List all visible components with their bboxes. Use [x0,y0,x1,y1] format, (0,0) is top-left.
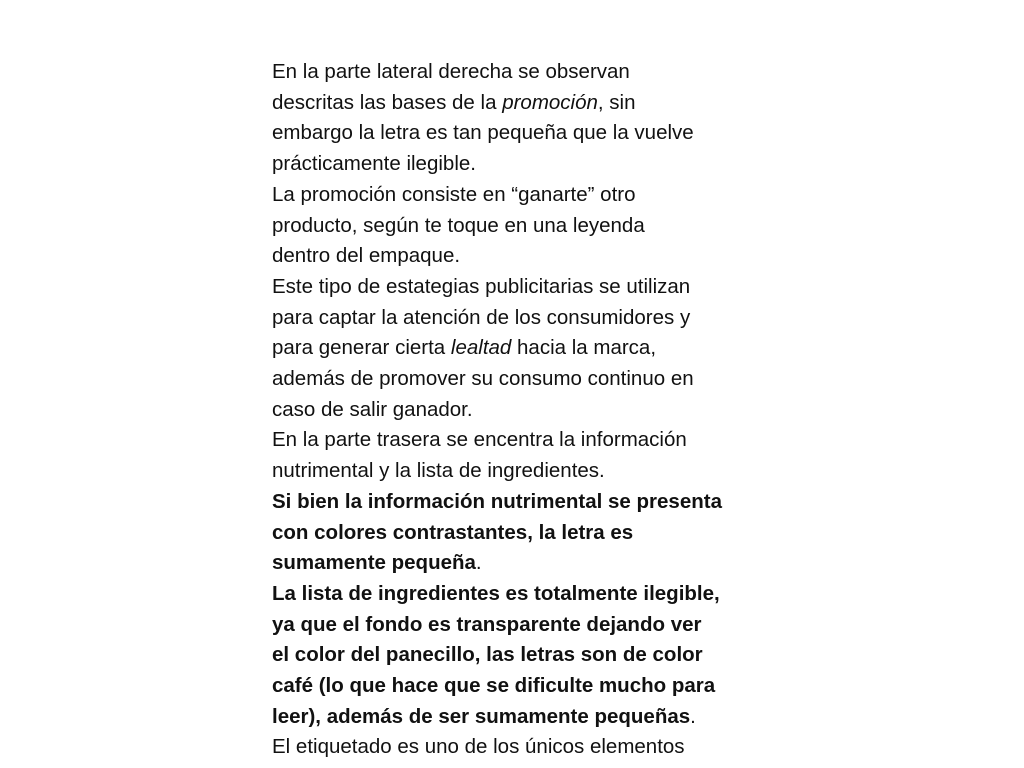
p3-text-a: Este tipo de estategias publicitarias se utilizan para captar la atención de los consumidores y para generar cierta [272,274,691,360]
p1-emphasis-promocion: promoción [502,90,598,114]
p5-bold-text: Si bien la información nutrimental se presenta con colores contrastantes, la letra es sumamente pequeña [272,489,722,575]
p6-tail: . [690,704,696,728]
p1-text-c: , sin embargo la letra es tan pequeña que la vuelve prácticamente ilegible. [272,90,694,176]
paragraph-side-promotion [272,57,772,180]
p3-emphasis-lealtad: lealtad [450,336,512,360]
p1-text-a: En la parte lateral derecha se observan descritas las bases de la [272,60,630,114]
body-text [272,57,772,763]
paragraph-nutrition-bold [272,487,772,579]
paragraph-promotion-details: La promoción consiste en “ganarte” otro producto, según te toque en una leyenda dentro del empaque. [272,182,645,268]
paragraph-strategies [272,272,772,426]
p5-tail: . [475,551,482,575]
paragraph-ingredients-bold [272,579,772,733]
paragraph-labeling: El etiquetado es uno de los únicos elementos [272,735,685,759]
p6-bold-text: La lista de ingredientes es totalmente ilegible, ya que el fondo es transparente dejando ver el color del panecillo, las letras son de color café (lo que hace que se dificulte mucho para leer), además de ser sumamente pequeñas [272,581,720,728]
p3-text-c: hacia la marca, además de promover su consumo continuo en caso de salir ganador. [272,336,694,421]
paragraph-back-info: En la parte trasera se encentra la información nutrimental y la lista de ingredientes. [272,428,687,483]
